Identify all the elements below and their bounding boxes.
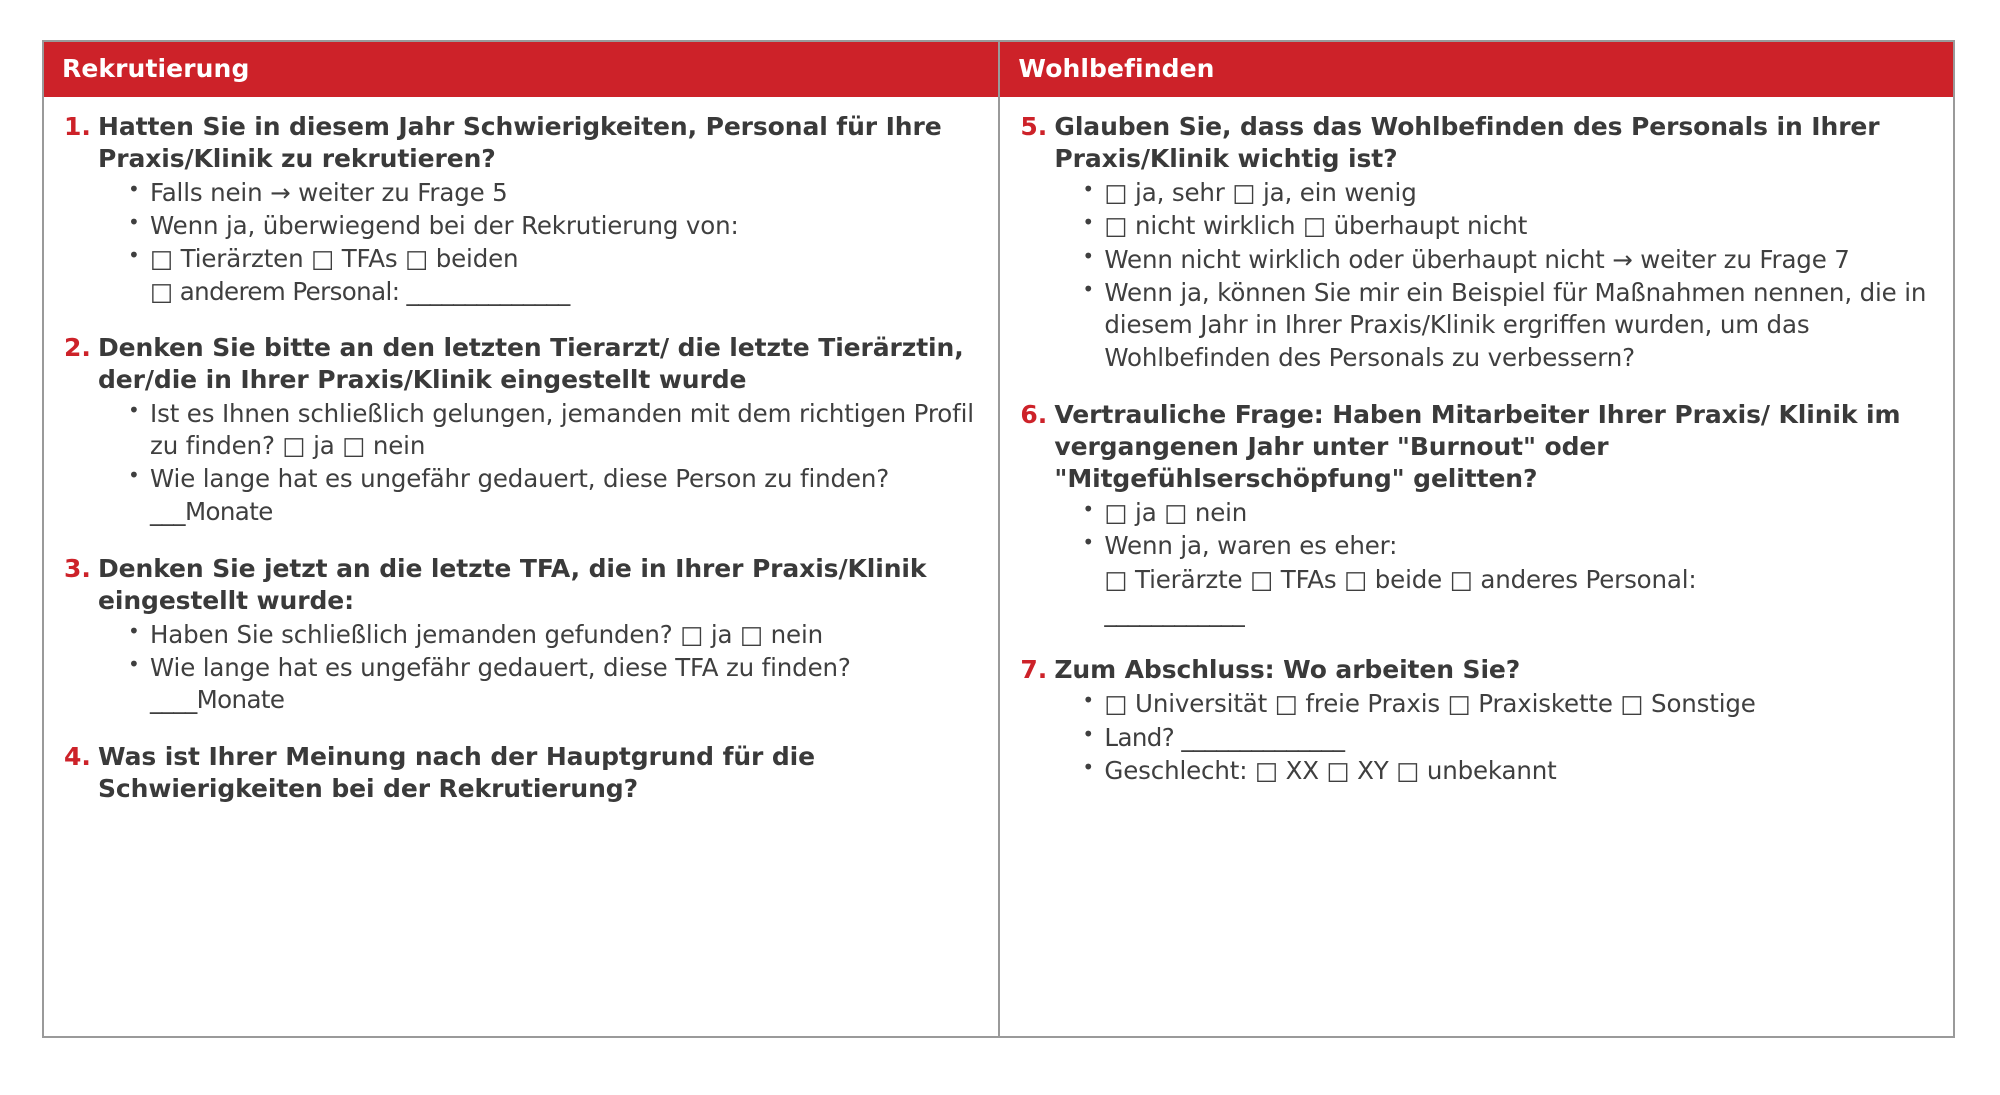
question-2-body — [98, 332, 982, 528]
list-item — [1080, 210, 1937, 242]
bullet-text: Ist es Ihnen schließlich gelungen, jemanden mit dem richtigen Profil zu finden? □ ja □ nein — [150, 399, 974, 461]
list-item — [1080, 177, 1937, 209]
bullet-text: Wenn ja, waren es eher: — [1104, 531, 1398, 561]
bullet-continuation: ____Monate — [150, 685, 285, 715]
question-1-number: 1. — [64, 112, 91, 141]
list-item — [126, 243, 982, 308]
question-1-text: Hatten Sie in diesem Jahr Schwierigkeiten, Personal für Ihre Praxis/Klinik zu rekrutieren? — [98, 112, 942, 173]
question-3-body — [98, 553, 982, 718]
bullet-text: Wenn nicht wirklich oder überhaupt nicht → weiter zu Frage 7 — [1104, 244, 1850, 274]
section-header-label: Rekrutierung — [62, 53, 250, 83]
question-2-text: Denken Sie bitte an den letzten Tierarzt/ die letzte Tierärztin, der/die in Ihrer Praxis/Klinik eingestellt wurde — [98, 333, 964, 395]
bullet-text: □ nicht wirklich □ überhaupt nicht — [1104, 211, 1528, 241]
question-1 — [58, 111, 982, 308]
bullet-continuation: □ Tierärzte □ TFAs □ beide □ anderes Personal: — [1104, 564, 1697, 594]
question-5-number: 5. — [1020, 112, 1048, 141]
bullet-text: Land? ______________ — [1104, 722, 1345, 752]
list-item — [126, 398, 982, 462]
list-item — [126, 177, 982, 209]
question-4 — [58, 741, 982, 807]
list-item — [1080, 755, 1937, 787]
question-5-bullets — [1054, 177, 1937, 374]
question-5 — [1014, 111, 1937, 375]
bullet-text: Geschlecht: □ XX □ XY □ unbekannt — [1104, 755, 1557, 785]
question-7 — [1014, 654, 1937, 788]
question-7-number: 7. — [1020, 655, 1048, 685]
question-7-text: Zum Abschluss: Wo arbeiten Sie? — [1054, 655, 1521, 685]
list-item — [126, 210, 982, 242]
list-item — [1080, 530, 1937, 629]
bullet-text: □ Tierärzten □ TFAs □ beiden — [150, 243, 519, 273]
questionnaire-table — [42, 40, 1955, 1038]
list-item — [1080, 722, 1937, 754]
bullet-continuation: ___Monate — [150, 496, 273, 526]
column-rekrutierung — [44, 42, 1000, 1036]
list-item — [126, 619, 982, 651]
section-header-label: Wohlbefinden — [1018, 53, 1215, 83]
bullet-text: Wie lange hat es ungefähr gedauert, diese TFA zu finden? — [150, 652, 851, 682]
question-4-text: Was ist Ihrer Meinung nach der Hauptgrund für die Schwierigkeiten bei der Rekrutierung? — [98, 742, 816, 804]
question-1-body — [98, 111, 982, 308]
question-3 — [58, 553, 982, 718]
column-body-rekrutierung — [44, 97, 998, 1036]
bullet-text: Falls nein → weiter zu Frage 5 — [150, 178, 508, 207]
bullet-text: Haben Sie schließlich jemanden gefunden? □ ja □ nein — [150, 619, 823, 649]
list-item — [1080, 244, 1937, 276]
question-5-body — [1054, 111, 1937, 375]
section-header-wohlbefinden — [1000, 42, 1953, 97]
bullet-continuation: □ anderem Personal: ______________ — [150, 276, 570, 306]
question-5-text: Glauben Sie, dass das Wohlbefinden des Personals in Ihrer Praxis/Klinik wichtig ist? — [1054, 112, 1880, 173]
bullet-text: Wenn ja, können Sie mir ein Beispiel für Maßnahmen nennen, die in diesem Jahr in Ihrer Praxis/Klinik ergriffen wurden, um das Wohlbefinden des Personals zu verbessern? — [1104, 277, 1927, 372]
list-item — [126, 463, 982, 528]
question-7-body — [1054, 654, 1937, 788]
question-3-bullets — [98, 619, 982, 717]
list-item — [1080, 497, 1937, 529]
question-3-number: 3. — [64, 553, 91, 583]
question-4-body — [98, 741, 982, 807]
question-2 — [58, 332, 982, 528]
question-6-body — [1054, 399, 1937, 630]
bullet-text: □ ja □ nein — [1104, 497, 1248, 527]
question-6-text: Vertrauliche Frage: Haben Mitarbeiter Ihrer Praxis/ Klinik im vergangenen Jahr unter "Burnout" oder "Mitgefühlserschöpfung" gelitten? — [1054, 399, 1901, 493]
list-item — [1080, 688, 1937, 720]
question-6-number: 6. — [1020, 399, 1048, 429]
question-3-text: Denken Sie jetzt an die letzte TFA, die in Ihrer Praxis/Klinik eingestellt wurde: — [98, 553, 927, 615]
list-item — [126, 652, 982, 717]
question-6 — [1014, 399, 1937, 630]
column-wohlbefinden — [1000, 42, 1953, 1036]
question-4-number: 4. — [64, 742, 91, 772]
list-item — [1080, 277, 1937, 374]
question-7-bullets — [1054, 688, 1937, 787]
bullet-continuation-blank: ____________ — [1104, 597, 1245, 627]
bullet-text: Wie lange hat es ungefähr gedauert, diese Person zu finden? — [150, 464, 890, 494]
question-2-bullets — [98, 398, 982, 527]
question-1-bullets — [98, 177, 982, 307]
section-header-rekrutierung — [44, 42, 998, 97]
question-6-bullets — [1054, 497, 1937, 629]
bullet-text: □ Universität □ freie Praxis □ Praxiskette □ Sonstige — [1104, 689, 1756, 719]
question-2-number: 2. — [64, 333, 91, 363]
column-body-wohlbefinden — [1000, 97, 1953, 1036]
bullet-text: □ ja, sehr □ ja, ein wenig — [1104, 178, 1417, 207]
bullet-text: Wenn ja, überwiegend bei der Rekrutierung von: — [150, 210, 739, 240]
